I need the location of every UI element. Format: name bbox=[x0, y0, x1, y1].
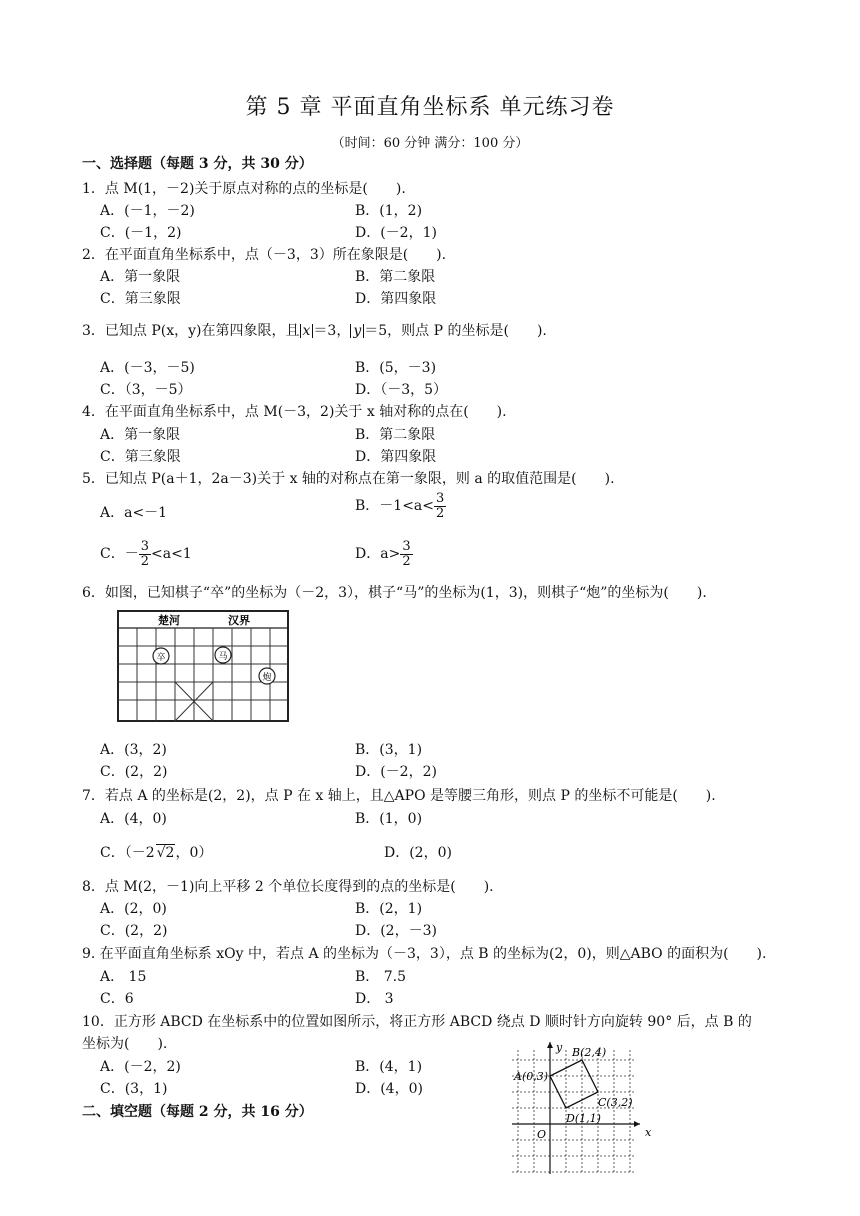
page-subtitle: （时间：60 分钟 满分：100 分） bbox=[331, 136, 529, 151]
question-8-option-a: A．(2，0) bbox=[100, 901, 167, 917]
square-abcd bbox=[550, 1060, 598, 1108]
fraction-numerator: 3 bbox=[140, 539, 149, 554]
question-4-option-d: D．第四象限 bbox=[355, 449, 437, 465]
question-3-option-a: A．(－3，－5) bbox=[100, 360, 195, 376]
point-c-label: C(3,2) bbox=[598, 1096, 633, 1109]
fraction-denominator: 2 bbox=[436, 505, 445, 521]
y-axis-label: y bbox=[556, 1041, 563, 1054]
question-5-stem: 5．已知点 P(a＋1，2a－3)关于 x 轴的对称点在第一象限，则 a 的取值范围是( ). bbox=[82, 471, 615, 487]
fraction bbox=[434, 492, 446, 520]
question-9-option-a: A． 15 bbox=[100, 969, 147, 985]
board-frame bbox=[118, 611, 288, 721]
question-1-option-c: C．(－1，2) bbox=[100, 225, 182, 241]
question-7-option-c-post: ，0） bbox=[175, 845, 213, 861]
question-5-option-b-pre: B．－1<a< bbox=[355, 498, 435, 515]
question-7-option-c bbox=[100, 842, 212, 862]
question-7-stem: 7．若点 A 的坐标是(2，2)，点 P 在 x 轴上，且△APO 是等腰三角形，则点 P 的坐标不可能是( ). bbox=[82, 788, 716, 804]
question-10-option-a: A．(－2，2) bbox=[100, 1059, 181, 1075]
dashed-grid bbox=[512, 1050, 636, 1172]
question-6-option-a: A．(3，2) bbox=[100, 742, 167, 758]
question-2-option-b: B．第二象限 bbox=[355, 269, 436, 285]
question-5-option-d bbox=[355, 540, 413, 568]
question-3-stem-mid: ＝3， bbox=[313, 323, 351, 339]
piece-pao bbox=[259, 668, 275, 684]
question-4-option-c: C．第三象限 bbox=[100, 449, 181, 465]
question-3-stem-pre: 3．已知点 P(x，y)在第四象限，且 bbox=[82, 323, 300, 339]
section-heading-fill: 二、填空题（每题 2 分，共 16 分） bbox=[82, 1104, 313, 1120]
question-4-option-a: A．第一象限 bbox=[100, 427, 181, 443]
sqrt-radicand: √2 bbox=[156, 845, 175, 861]
fraction-numerator: 3 bbox=[436, 491, 445, 506]
question-3-option-b: B．(5，－3) bbox=[355, 360, 437, 376]
question-7-option-d: D．(2，0) bbox=[384, 845, 452, 861]
question-10-stem-line1: 10．正方形 ABCD 在坐标系中的位置如图所示，将正方形 ABCD 绕点 D 顺时针方向旋转 90° 后，点 B 的 bbox=[82, 1014, 752, 1030]
fraction bbox=[400, 540, 412, 568]
question-6-option-b: B．(3，1) bbox=[355, 742, 423, 758]
x-axis-arrow bbox=[634, 1121, 640, 1127]
question-3-stem bbox=[82, 320, 547, 340]
question-2-option-a: A．第一象限 bbox=[100, 269, 181, 285]
abs-x: x bbox=[300, 324, 314, 338]
coordinate-square-figure bbox=[508, 1038, 658, 1178]
piece-pao-label: 炮 bbox=[262, 673, 272, 683]
fraction-numerator: 3 bbox=[402, 539, 411, 554]
fraction-denominator: 2 bbox=[140, 553, 149, 569]
question-9-option-d: D． 3 bbox=[355, 991, 394, 1007]
question-8-option-d: D．(2，－3) bbox=[355, 923, 437, 939]
chess-board-figure bbox=[117, 610, 289, 722]
question-5-option-a: A．a<－1 bbox=[100, 505, 168, 521]
point-b-label: B(2,4) bbox=[572, 1046, 607, 1059]
question-2-option-d: D．第四象限 bbox=[355, 291, 437, 307]
board-label-chuhe: 楚河 bbox=[158, 614, 180, 627]
question-5-option-c bbox=[100, 540, 192, 568]
section-heading-choice: 一、选择题（每题 3 分，共 30 分） bbox=[82, 156, 313, 172]
question-10-option-b: B．(4，1) bbox=[355, 1059, 423, 1075]
question-2-stem: 2．在平面直角坐标系中，点（－3，3）所在象限是( ). bbox=[82, 247, 447, 263]
piece-ma-label: 马 bbox=[218, 652, 228, 662]
fraction-denominator: 2 bbox=[402, 553, 411, 569]
question-7-option-b: B．(1，0) bbox=[355, 811, 423, 827]
question-4-stem: 4．在平面直角坐标系中，点 M(－3，2)关于 x 轴对称的点在( ). bbox=[82, 404, 507, 420]
question-1-option-a: A．(－1，－2) bbox=[100, 203, 195, 219]
piece-zu bbox=[153, 648, 169, 664]
point-a-label: A(0,3) bbox=[514, 1070, 549, 1083]
piece-zu-label: 卒 bbox=[156, 653, 166, 663]
question-6-option-c: C．(2，2) bbox=[100, 764, 168, 780]
question-9-stem: 9. 在平面直角坐标系 xOy 中，若点 A 的坐标为（－3，3），点 B 的坐标为(2，0)，则△ABO 的面积为( ). bbox=[82, 946, 767, 962]
question-3-option-d: D．（－3，5） bbox=[355, 382, 448, 398]
question-3-option-c: C．（3，－5） bbox=[100, 382, 192, 398]
x-axis-label: x bbox=[645, 1126, 652, 1139]
question-5-option-c-pre: C．－ bbox=[100, 546, 139, 563]
question-10-stem-line2: 坐标为( ). bbox=[82, 1036, 168, 1052]
question-6-stem: 6．如图，已知棋子“卒”的坐标为（－2，3），棋子“马”的坐标为(1，3)，则棋子“炮”的坐标为( ). bbox=[82, 585, 707, 601]
origin-label: O bbox=[537, 1128, 547, 1141]
question-3-stem-post: ＝5，则点 P 的坐标是( ). bbox=[364, 323, 547, 339]
question-8-option-b: B．(2，1) bbox=[355, 901, 423, 917]
question-1-stem: 1．点 M(1，－2)关于原点对称的点的坐标是( ). bbox=[82, 181, 406, 197]
piece-ma bbox=[215, 647, 231, 663]
question-5-option-c-post: <a<1 bbox=[151, 546, 192, 563]
page-title: 第 5 章 平面直角坐标系 单元练习卷 bbox=[245, 95, 615, 120]
question-9-option-b: B． 7.5 bbox=[355, 969, 407, 985]
sqrt-value: 2 bbox=[165, 845, 175, 861]
question-1-option-b: B．(1，2) bbox=[355, 203, 423, 219]
question-10-option-c: C．(3，1) bbox=[100, 1081, 168, 1097]
board-label-hanjie: 汉界 bbox=[228, 614, 250, 627]
question-9-option-c: C．6 bbox=[100, 991, 134, 1007]
question-5-option-d-pre: D．a> bbox=[355, 546, 401, 563]
point-d-label: D(1,1) bbox=[566, 1112, 601, 1125]
question-10-option-d: D．(4，0) bbox=[355, 1081, 423, 1097]
question-8-option-c: C．(2，2) bbox=[100, 923, 168, 939]
question-1-option-d: D．(－2，1) bbox=[355, 225, 437, 241]
y-axis-arrow bbox=[547, 1042, 553, 1048]
question-7-option-c-pre: C．（－2 bbox=[100, 845, 155, 861]
fraction bbox=[139, 540, 151, 568]
question-2-option-c: C．第三象限 bbox=[100, 291, 181, 307]
question-8-stem: 8．点 M(2，－1)向上平移 2 个单位长度得到的点的坐标是( ). bbox=[82, 879, 494, 895]
abs-y: y bbox=[350, 324, 364, 338]
question-4-option-b: B．第二象限 bbox=[355, 427, 436, 443]
question-7-option-a: A．(4，0) bbox=[100, 811, 167, 827]
question-6-option-d: D．(－2，2) bbox=[355, 764, 437, 780]
question-5-option-b bbox=[355, 492, 446, 520]
